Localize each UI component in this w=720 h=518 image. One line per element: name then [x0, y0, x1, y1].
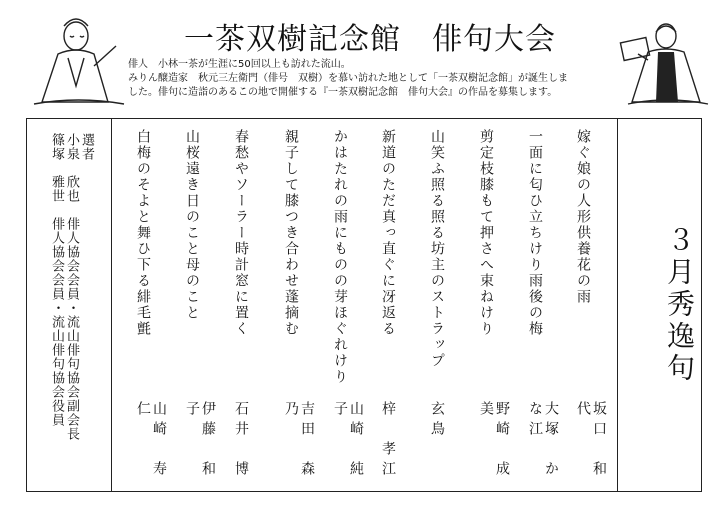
haiku-text: かはたれの雨にものの芽ほぐれけり [332, 129, 348, 385]
poet-name: 山崎 純子 [332, 401, 364, 481]
soju-portrait-illustration [608, 10, 712, 110]
month-title: ３月秀逸句 [663, 225, 696, 385]
poet-name: 伊藤 和子 [184, 401, 216, 481]
judges-section [49, 133, 94, 441]
poet-name: 吉田 森乃 [283, 401, 315, 481]
intro-line: 俳人 小林一茶が生涯に50回以上も訪れた流山。 [128, 59, 351, 70]
haiku-text: 白梅のそよと舞ひ下る緋毛氈 [135, 129, 151, 337]
poet-name: 玄鳥 [429, 401, 445, 441]
judge-entry: 篠塚 雅世 俳人協会会員・流山俳句協会役員 [49, 133, 64, 427]
haiku-text: 新道のただ真っ直ぐに冴返る [380, 129, 396, 337]
page-title: 一茶双樹記念館 俳句大会 [184, 22, 556, 57]
poet-name: 梓 孝江 [380, 401, 396, 481]
intro-line: した。俳句に造詣のあるこの地で開催する『一茶双樹記念館 俳句大会』の作品を募集します。 [128, 87, 558, 98]
poet-name: 野崎 成美 [478, 401, 510, 481]
intro-text [128, 58, 608, 100]
intro-line: みりん醸造家 秋元三左衛門（俳号 双樹）を慕い訪れた地として「一茶双樹記念館」が誕生しま [128, 73, 568, 84]
judges-label: 選者 [79, 133, 94, 161]
haiku-board [26, 118, 702, 492]
haiku-text: 親子して膝つき合わせ蓬摘む [283, 129, 299, 337]
haiku-text: 春愁やソーラー時計窓に置く [233, 129, 249, 337]
haiku-text: 嫁ぐ娘の人形供養花の雨 [575, 129, 591, 305]
haiku-text: 山笑ふ照る照る坊主のストラップ [429, 129, 445, 369]
judge-entry: 小泉 欣也 俳人協会会員・流山俳句協会副会長 [64, 133, 79, 441]
haiku-text: 剪定枝膝もて押さへ束ねけり [478, 129, 494, 337]
haiku-text: 山桜遠き日のこと母のこと [184, 129, 200, 321]
haiku-text: 一面に匂ひ立ちけり雨後の梅 [527, 129, 543, 337]
poet-name: 山崎 寿仁 [135, 401, 167, 481]
column-divider [617, 119, 618, 491]
poet-name: 石井 博 [233, 401, 249, 481]
poet-name: 坂口 和代 [575, 401, 607, 481]
poet-name: 大塚 かな江 [527, 401, 559, 481]
issa-portrait-illustration [28, 6, 128, 110]
column-divider [111, 119, 112, 491]
